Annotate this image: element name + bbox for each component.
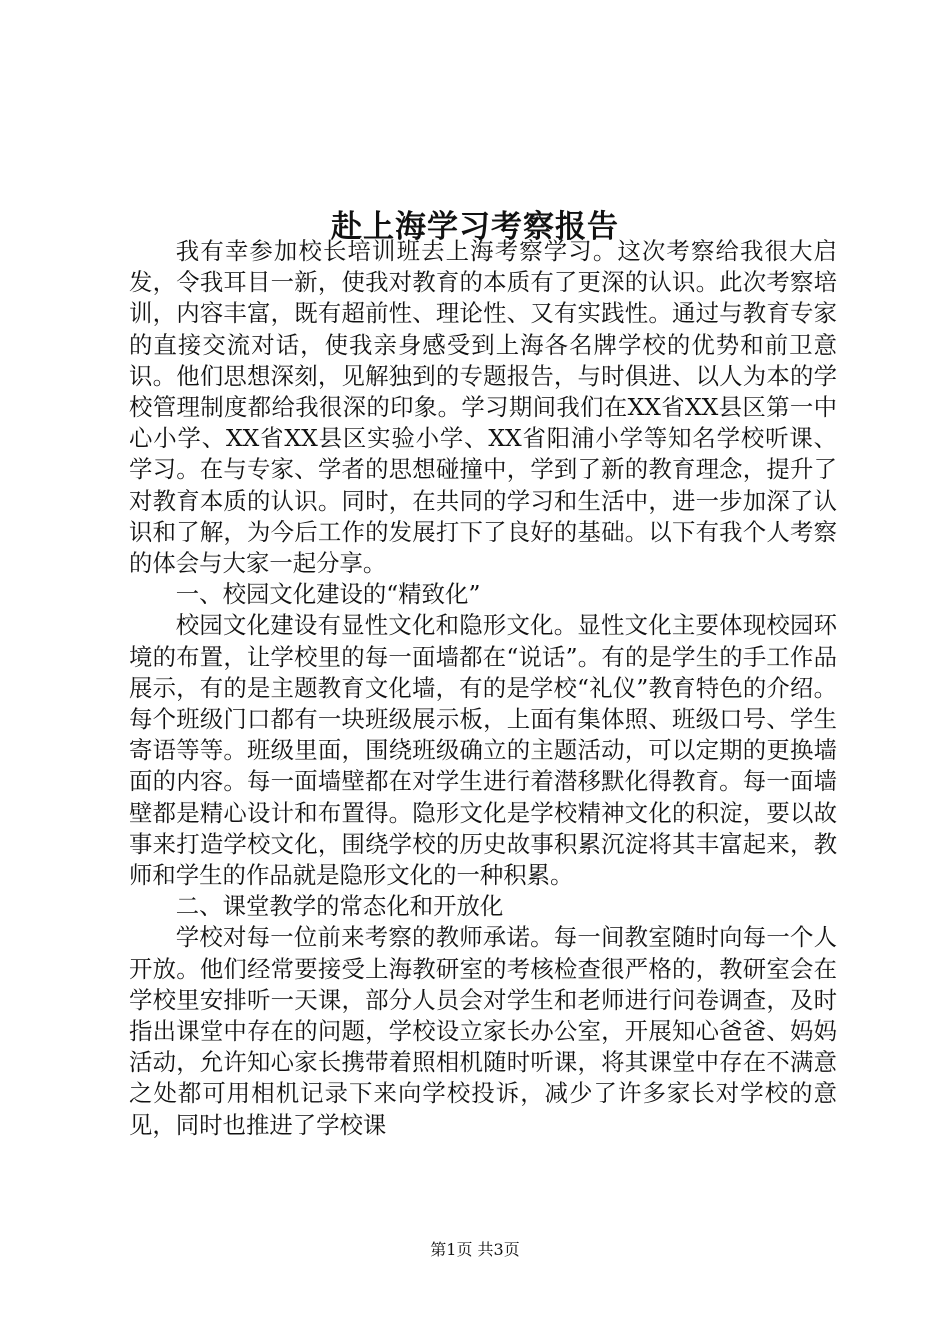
paragraph-campus-culture: 校园文化建设有显性文化和隐形文化。显性文化主要体现校园环境的布置，让学校里的每一面墙都在“说话”。有的是学生的手工作品展示，有的是主题教育文化墙，有的是学校“礼仪”教育特色的介绍。每个班级门口都有一块班级展示板，上面有集体照、班级口号、学生寄语等等。班级里面，围绕班级确立的主题活动，可以定期的更换墙面的内容。每一面墙壁都在对学生进行着潜移默化得教育。每一面墙壁都是精心设计和布置得。隐形文化是学校精神文化的积淀，要以故事来打造学校文化，围绕学校的历史故事积累沉淀将其丰富起来，教师和学生的作品就是隐形文化的一种积累。 xyxy=(129,611,837,890)
paragraph-intro: 我有幸参加校长培训班去上海考察学习。这次考察给我很大启发，令我耳目一新，使我对教育的本质有了更深的认识。此次考察培训，内容丰富，既有超前性、理论性、又有实践性。通过与教育专家的直接交流对话，使我亲身感受到上海各名牌学校的优势和前卫意识。他们思想深刻，见解独到的专题报告，与时俱进、以人为本的学校管理制度都给我很深的印象。学习期间我们在XX省XX县区第一中心小学、XX省XX县区实验小学、XX省阳浦小学等知名学校听课、学习。在与专家、学者的思想碰撞中，学到了新的教育理念，提升了对教育本质的认识。同时，在共同的学习和生活中，进一步加深了认识和了解，为今后工作的发展打下了良好的基础。以下有我个人考察的体会与大家一起分享。 xyxy=(129,237,837,578)
document-body xyxy=(129,236,837,1141)
section-heading-campus-culture: 一、校园文化建设的“精致化” xyxy=(175,580,481,609)
document-title: 赴上海学习考察报告 xyxy=(331,208,619,245)
page-footer: 第1页 共3页 xyxy=(430,1240,520,1259)
paragraph-classroom-teaching: 学校对每一位前来考察的教师承诺。每一间教室随时向每一个人开放。他们经常要接受上海教研室的考核检查很严格的，教研室会在学校里安排听一天课，部分人员会对学生和老师进行问卷调查，及时指出课堂中存在的问题，学校设立家长办公室，开展知心爸爸、妈妈活动，允许知心家长携带着照相机随时听课，将其课堂中存在不满意之处都可用相机记录下来向学校投诉，减少了许多家长对学校的意见，同时也推进了学校课 xyxy=(129,923,837,1139)
section-heading-classroom-teaching: 二、课堂教学的常态化和开放化 xyxy=(175,892,504,921)
